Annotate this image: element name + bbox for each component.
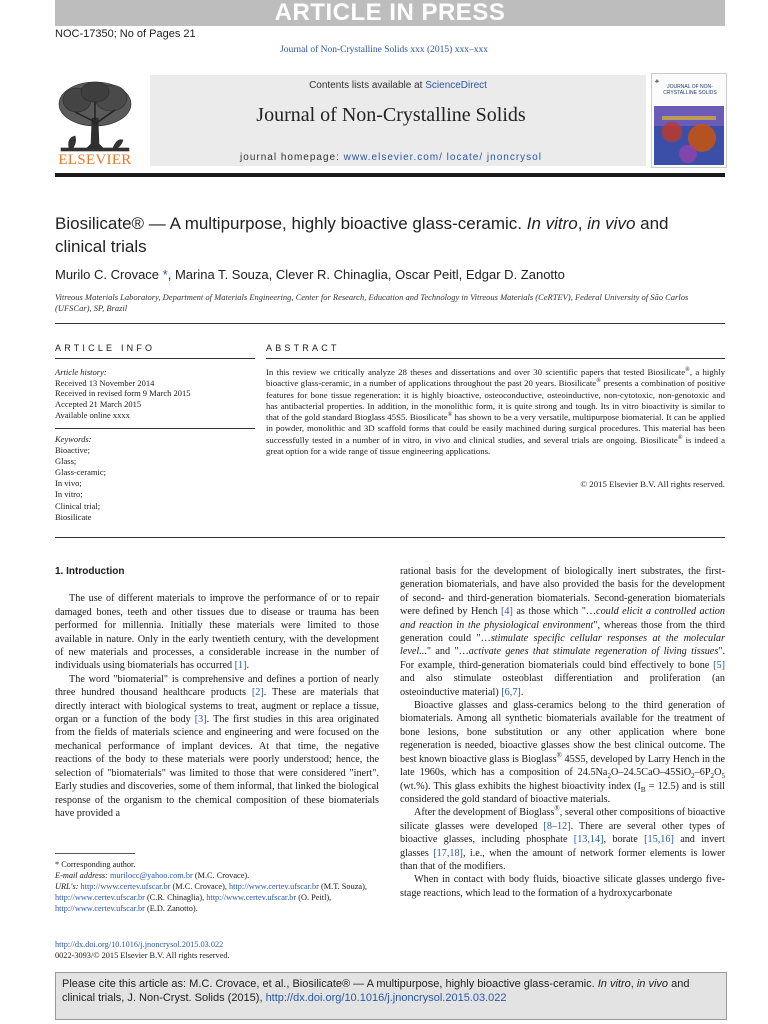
cite-italic: In vitro — [597, 978, 631, 990]
article-info-heading: ARTICLE INFO — [55, 343, 156, 353]
abstract-heading-rule — [266, 358, 725, 359]
cover-title: JOURNAL OF NON-CRYSTALLINE SOLIDS — [663, 84, 717, 96]
text: and invert glasses — [400, 834, 725, 859]
text: The use of different materials to improve the performance of or to repair damaged bones, teeth and other tissues due to disease or trauma has been performed for millennia. Initially these materials were limited to those available in nature. Only in the early twentieth century, with the development of new materials and processes, a considerable increase in the number of individuals using biomaterials has occurred — [55, 593, 379, 672]
body-column-left — [55, 565, 379, 820]
abstract-part: In this review we critically analyze 28 theses and dissertations and over 30 scientific papers that tested Biosilicate — [266, 367, 686, 377]
corresponding-note: * Corresponding author. — [55, 860, 136, 869]
title-italic-in-vitro: In vitro — [526, 214, 578, 233]
cite-italic: in vivo — [636, 978, 669, 990]
contents-line — [150, 80, 646, 91]
citation-link[interactable]: [8–12] — [543, 820, 571, 832]
cite-text: , — [630, 978, 637, 990]
keywords-label: Keywords: — [55, 434, 92, 444]
text: . The first studies in this area originated from the fields of materials science and engineering and were focused on the mechanical performance of implant devices. At that time, the negative reactions of the body to these materials were poorly understood; hence, the selection of "biomaterials" was limited to those that were considered "inert". Early studies and discoveries, some of them informal, that linked the biological response of the organism to the chemical composition of these biomaterials have provided a — [55, 714, 379, 819]
article-history — [55, 367, 255, 421]
keywords — [55, 434, 255, 523]
reg-mark: ® — [596, 378, 601, 385]
abstract-heading: ABSTRACT — [266, 343, 340, 353]
url-link[interactable]: http://www.certev.ufscar.br — [55, 893, 145, 902]
contents-prefix: Contents lists available at — [309, 80, 426, 91]
text: , several other compositions of bioactive silicate glasses were developed — [400, 807, 726, 832]
text: , i.e., when the amount of network former elements is lower than that of the modifiers. — [400, 847, 725, 872]
reg-mark: ® — [677, 434, 683, 441]
reg-mark: ® — [685, 367, 690, 374]
abstract-text — [266, 367, 725, 457]
text: rational basis for the development of biologically inert substrates, the first-generation biomaterials, and have also provided the basis for the development of second- and third-generation biomaterials. Second-generation biomaterials were defined by Hench — [400, 566, 725, 618]
text: and also stimulate osteoblast differentiation and proliferation (an osteoinductive material) — [400, 673, 725, 698]
journal-title: Journal of Non-Crystalline Solids — [256, 104, 526, 126]
cover-art — [652, 74, 726, 167]
keyword: Glass; — [55, 456, 77, 467]
journal-reference-link[interactable]: Journal of Non-Crystalline Solids xxx (2015) xxx–xxx — [280, 45, 488, 55]
text: 45S5, developed by Larry Hench in the late 1960s, which has a composition of 24.5Na — [400, 753, 725, 779]
elsevier-wordmark: ELSEVIER — [58, 152, 132, 168]
quote: could elicit a controlled action and reaction in the physiological environment — [400, 606, 725, 631]
history-label: Article history: — [55, 367, 107, 377]
abstract-bottom-rule — [55, 537, 725, 538]
doi-block — [55, 939, 455, 961]
received-date: Received 13 November 2014 — [55, 377, 155, 388]
reg-mark: ® — [554, 804, 560, 813]
email-label: E-mail address: — [55, 871, 110, 880]
text: (C.R. Chinaglia), — [144, 893, 207, 902]
text: When in contact with body fluids, bioactive silicate glasses undergo five-stage reactions, which lead to the formation of a hydroxycarbonate — [400, 874, 725, 899]
abstract-part: presents a combination of positive features for bone tissue regeneration: it is highly bioactive, osteoconductive, osteoinductive, non-cytotoxic, non-genotoxic and has antibacterial properties. In addition, in the monolithic form, it is quite strong and tough. Its in vitro bioactivity is similar to that of the gold standard Bioglass 45S5. Biosilicate — [266, 378, 725, 423]
keyword: In vitro; — [55, 489, 83, 500]
title-comma: , — [577, 214, 588, 233]
cite-text: Please cite this article as: M.C. Crovace, et al., Biosilicate® — A multipurpose, highly bioactive glass-ceramic. — [62, 978, 598, 990]
text: . — [520, 686, 524, 698]
text: The word "biomaterial" is comprehensive and defines a portion of nearly three hundred thousand healthcare products — [55, 673, 379, 699]
affiliation-rule — [55, 323, 725, 324]
keyword: Glass-ceramic; — [55, 467, 106, 478]
text: ". For example, third-generation biomaterials could bind effectively to bone — [400, 646, 725, 671]
quote: activate genes that stimulate regeneration of living tissues — [468, 646, 719, 658]
subscript: 2 — [710, 772, 715, 781]
title-italic-in-vivo: in vivo — [587, 214, 636, 233]
text: ", whereas those from the third generation could "… — [400, 619, 725, 645]
subscript: 2 — [691, 772, 695, 781]
text: O–24.5CaO–45SiO — [611, 767, 692, 779]
paragraph — [400, 873, 725, 900]
urls-label: URL's: — [55, 882, 81, 891]
citation-link[interactable]: [17,18] — [433, 847, 463, 859]
url-link[interactable]: http://www.certev.ufscar.br — [228, 882, 319, 891]
citation-link[interactable]: [5] — [713, 659, 725, 671]
article-in-press-banner: ARTICLE IN PRESS — [55, 0, 725, 26]
section-title: 1. Introduction — [55, 566, 125, 577]
text: (M.C. Crovace), — [170, 882, 229, 891]
citation-link[interactable]: [4] — [501, 606, 513, 618]
text: ." and "… — [424, 646, 469, 658]
corresponding-author-mark[interactable]: * — [162, 267, 168, 282]
body-column-right — [400, 565, 725, 900]
citation-link[interactable]: [13,14] — [573, 834, 604, 846]
abstract-copyright: © 2015 Elsevier B.V. All rights reserved. — [580, 479, 725, 489]
citation-link[interactable]: [15,16] — [644, 834, 674, 846]
citation-link[interactable]: [3] — [194, 714, 207, 726]
text: (M.C. Crovace). — [192, 871, 250, 880]
title-end: and clinical trials — [55, 214, 669, 256]
text: , borate — [603, 834, 645, 846]
text: After the development of Bioglass — [414, 807, 555, 819]
history-rule — [55, 428, 255, 429]
subscript: 2 — [607, 772, 611, 781]
issn-line: 0022-3093/© 2015 Elsevier B.V. All rights reserved. — [55, 951, 230, 960]
citation-box — [55, 972, 727, 1020]
paragraph — [55, 592, 379, 672]
keyword: Biosilicate — [55, 511, 92, 522]
paragraph — [400, 699, 725, 806]
keyword: Bioactive; — [55, 445, 90, 456]
paragraph — [55, 673, 379, 820]
journal-homepage-line — [150, 152, 632, 163]
text: . These are materials that directly interact with biological systems to treat, augment or replace a tissue, organ or a function of the body — [55, 687, 379, 726]
sciencedirect-link[interactable]: ScienceDirect — [425, 80, 487, 91]
accepted-date: Accepted 21 March 2015 — [55, 399, 142, 410]
quote: stimulate specific cellular responses at the molecular level.. — [400, 633, 725, 658]
text: –6P — [694, 767, 711, 779]
email-link[interactable]: murilocc@yahoo.com.br — [110, 871, 193, 880]
text: . — [246, 660, 250, 672]
url-link[interactable]: http://www.certev.ufscar.br — [80, 882, 171, 891]
subscript: B — [640, 785, 646, 794]
author-list — [55, 267, 725, 282]
cite-text: and clinical trials, J. Non-Cryst. Solids (2015), — [62, 978, 690, 1004]
subscript: 5 — [721, 772, 725, 781]
info-heading-rule — [55, 358, 255, 359]
keyword: In vivo; — [55, 478, 82, 489]
footnotes — [55, 859, 379, 914]
title-main: Biosilicate® — A multipurpose, highly bioactive glass-ceramic. — [55, 214, 527, 233]
text: (wt.%). This glass exhibits the highest bioactivity index (I — [400, 780, 641, 792]
text: (M.T. Souza), — [318, 882, 367, 891]
abstract-part: has shown to be a very versatile, multipurpose biomaterial. It can be applied in powder, monolithic and 3D scaffold forms that could be easily machined during surgical procedures. This material has been successfully tested in a number of in vitro, in vivo and clinical studies, and several trials are ongoing. Biosilicate — [266, 412, 725, 445]
citation-link[interactable]: [6,7] — [501, 686, 521, 698]
affiliation: Vitreous Materials Laboratory, Department of Materials Engineering, Center for Research, Education and Technology in Vitreous Materials (CeRTEV), Federal University of São Carlos (UFSCar), SP, Brazil — [55, 292, 689, 313]
reg-mark: ® — [447, 412, 453, 419]
text: = 12.5) and is still considered the gold standard of bioactive materials. — [400, 780, 725, 805]
homepage-link[interactable]: www.elsevier.com/ locate/ jnoncrysol — [343, 152, 542, 163]
text: O — [714, 767, 722, 779]
reg-mark: ® — [556, 751, 562, 760]
cite-doi-link[interactable]: http://dx.doi.org/10.1016/j.jnoncrysol.2015.03.022 — [265, 992, 507, 1004]
url-link[interactable]: http://www.certev.ufscar.br — [206, 893, 297, 902]
citation-link[interactable]: [2] — [251, 687, 264, 699]
url-link[interactable]: http://www.certev.ufscar.br — [55, 904, 145, 913]
header-rule — [55, 173, 725, 177]
journal-cover-thumbnail[interactable] — [651, 73, 727, 168]
homepage-prefix: journal homepage: — [240, 152, 344, 163]
footnote-rule — [55, 853, 135, 854]
revised-date: Received in revised form 9 March 2015 — [55, 388, 191, 399]
abstract-part: is indeed a great option for a wide range of tissue engineering applications. — [266, 434, 725, 457]
article-code: NOC-17350; No of Pages 21 — [55, 28, 196, 40]
text: . There are several other types of bioactive glasses, including phosphate — [400, 820, 725, 846]
text: Bioactive glasses and glass-ceramics belong to the third generation of biomaterials. Among all synthetic biomaterials available for the treatment of bone lesions, bone substitution or any other application where bone regeneration is needed, bioactive glasses show the best clinical outcome. The best known bioactive glass is Bioglass — [400, 700, 725, 765]
text: (O. Peitl), — [296, 893, 332, 902]
abstract-part: , a highly bioactive glass-ceramic, in a number of applications throughout the past 20 years. Biosilicate — [266, 367, 726, 389]
text: (E.D. Zanotto). — [144, 904, 198, 913]
doi-link[interactable]: http://dx.doi.org/10.1016/j.jnoncrysol.2015.03.022 — [55, 940, 224, 949]
keyword: Clinical trial; — [55, 500, 101, 511]
text: as those which "… — [512, 606, 597, 618]
first-author: Murilo C. Crovace — [55, 267, 160, 282]
citation-link[interactable]: [1] — [234, 660, 247, 672]
other-authors: , Marina T. Souza, Clever R. Chinaglia, Oscar Peitl, Edgar D. Zanotto — [167, 267, 565, 282]
paragraph — [400, 806, 725, 873]
article-title — [55, 212, 675, 258]
cover-logo-mark: ♣ — [655, 79, 659, 85]
paragraph — [400, 565, 725, 699]
online-date: Available online xxxx — [55, 409, 130, 420]
